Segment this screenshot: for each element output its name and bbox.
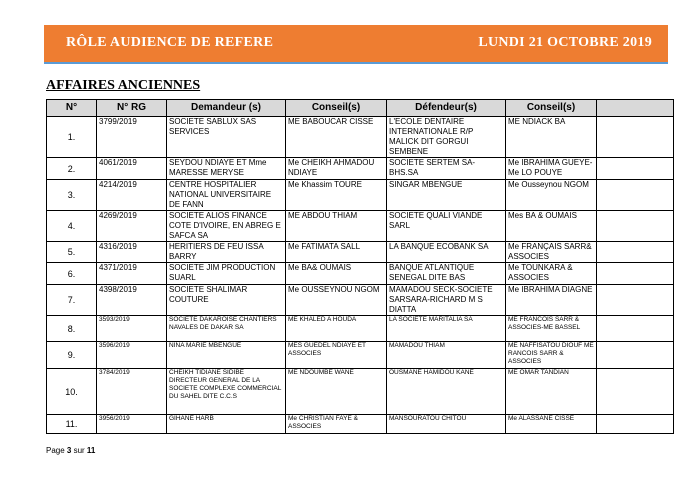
- cell-defendeur: SINGAR MBENGUE: [387, 180, 506, 211]
- cell-rg: 4214/2019: [97, 180, 167, 211]
- cell-conseil-demandeur: Me FATIMATA SALL: [286, 242, 387, 263]
- cases-table: [46, 99, 674, 434]
- header-empty: [597, 100, 674, 117]
- cell-defendeur: MANSOURATOU CHITOU: [387, 415, 506, 434]
- cell-rg: 3956/2019: [97, 415, 167, 434]
- cell-defendeur: LA BANQUE ECOBANK SA: [387, 242, 506, 263]
- cell-empty: [597, 316, 674, 342]
- cell-conseil-demandeur: Me OUSSEYNOU NGOM: [286, 285, 387, 316]
- footer-middle: sur: [71, 446, 87, 455]
- cell-defendeur: MAMADOU THIAM: [387, 342, 506, 369]
- header-banner: [44, 25, 668, 62]
- cell-conseil-demandeur: Me CHEIKH AHMADOU NDIAYE: [286, 158, 387, 180]
- cell-demandeur: CHEIKH TIDIANE SIDIBE DIRECTEUR GENERAL DE LA SOCIETE COMPLEXE COMMERCIAL DU SAHEL DITE C.C.S: [167, 369, 286, 415]
- cell-rg: 4269/2019: [97, 211, 167, 242]
- cell-number: 6.: [47, 263, 97, 285]
- cell-demandeur: SEYDOU NDIAYE ET Mme MARESSE MERYSE: [167, 158, 286, 180]
- cell-demandeur: SOCIETE JIM PRODUCTION SUARL: [167, 263, 286, 285]
- cell-number: 9.: [47, 342, 97, 369]
- header-defendeur: Défendeur(s): [387, 100, 506, 117]
- header-conseil-defendeur: Conseil(s): [506, 100, 597, 117]
- cell-empty: [597, 342, 674, 369]
- cell-number: 2.: [47, 158, 97, 180]
- cell-number: 5.: [47, 242, 97, 263]
- footer-page: 3: [66, 446, 72, 455]
- cell-conseil-defendeur: ME OMAR TANDIAN: [506, 369, 597, 415]
- cell-demandeur: SOCIETE ALIOS FINANCE COTE D'IVOIRE, EN ABREG E SAFCA SA: [167, 211, 286, 242]
- table-row: [47, 316, 674, 342]
- cell-conseil-defendeur: Me IBRAHIMA DIAGNE: [506, 285, 597, 316]
- page-footer: [46, 446, 95, 455]
- cell-empty: [597, 263, 674, 285]
- cell-conseil-defendeur: ME FRANCOIS SARR & ASSOCIES-ME BASSEL: [506, 316, 597, 342]
- cell-number: 7.: [47, 285, 97, 316]
- cell-empty: [597, 369, 674, 415]
- cell-demandeur: SOCIETE SABLUX SAS SERVICES: [167, 117, 286, 158]
- cell-conseil-defendeur: Me ALASSANE CISSE: [506, 415, 597, 434]
- cell-defendeur: L'ECOLE DENTAIRE INTERNATIONALE R/P MALICK DIT GORGUI SEMBENE: [387, 117, 506, 158]
- cell-number: 3.: [47, 180, 97, 211]
- cell-empty: [597, 415, 674, 434]
- cell-rg: 4371/2019: [97, 263, 167, 285]
- cell-conseil-demandeur: MES GUEDEL NDIAYE ET ASSOCIES: [286, 342, 387, 369]
- cell-empty: [597, 180, 674, 211]
- cell-empty: [597, 285, 674, 316]
- table-header-row: [47, 100, 674, 117]
- footer-total: 11: [86, 446, 96, 455]
- cell-conseil-demandeur: Me Khassim TOURE: [286, 180, 387, 211]
- cell-demandeur: GIHANE HARB: [167, 415, 286, 434]
- cell-demandeur: NINA MARIE MBENGUE: [167, 342, 286, 369]
- cell-rg: 3799/2019: [97, 117, 167, 158]
- cell-empty: [597, 242, 674, 263]
- header-date: LUNDI 21 OCTOBRE 2019: [478, 35, 652, 50]
- cell-defendeur: OUSMANE HAMIDOU KANE: [387, 369, 506, 415]
- cell-defendeur: SOCIETE QUALI VIANDE SARL: [387, 211, 506, 242]
- cell-number: 11.: [47, 415, 97, 434]
- header-divider: [44, 62, 668, 64]
- header-conseil-demandeur: Conseil(s): [286, 100, 387, 117]
- footer-prefix: Page: [46, 446, 67, 455]
- cell-defendeur: SOCIETE SERTEM SA-BHS.SA: [387, 158, 506, 180]
- table-row: [47, 158, 674, 180]
- table-row: [47, 285, 674, 316]
- cell-number: 10.: [47, 369, 97, 415]
- table-row: [47, 342, 674, 369]
- table-row: [47, 180, 674, 211]
- cell-rg: 3593/2019: [97, 316, 167, 342]
- cell-demandeur: SOCIETE DAKAROISE CHANTIERS NAVALES DE DAKAR SA: [167, 316, 286, 342]
- cell-defendeur: LA SOCIETE MARITALIA SA: [387, 316, 506, 342]
- cell-conseil-demandeur: ME KHALED A HOUDA: [286, 316, 387, 342]
- cell-empty: [597, 211, 674, 242]
- cell-empty: [597, 158, 674, 180]
- table-row: [47, 263, 674, 285]
- cell-conseil-demandeur: Me BA& OUMAIS: [286, 263, 387, 285]
- cell-conseil-defendeur: Me TOUNKARA & ASSOCIES: [506, 263, 597, 285]
- cell-rg: 3784/2019: [97, 369, 167, 415]
- cell-rg: 3596/2019: [97, 342, 167, 369]
- cell-rg: 4398/2019: [97, 285, 167, 316]
- cell-conseil-defendeur: Me FRANÇAIS SARR& ASSOCIES: [506, 242, 597, 263]
- cell-conseil-demandeur: ME NDOUMBE WANE: [286, 369, 387, 415]
- cell-defendeur: MAMADOU SECK-SOCIETE SARSARA-RICHARD M S DIATTA: [387, 285, 506, 316]
- table-row: [47, 242, 674, 263]
- cell-demandeur: SOCIETE SHALIMAR COUTURE: [167, 285, 286, 316]
- cell-conseil-defendeur: Me Ousseynou NGOM: [506, 180, 597, 211]
- cell-conseil-demandeur: Me CHRISTIAN FAYE & ASSOCIES: [286, 415, 387, 434]
- cell-conseil-demandeur: ME BABOUCAR CISSE: [286, 117, 387, 158]
- cell-empty: [597, 117, 674, 158]
- header-demandeur: Demandeur (s): [167, 100, 286, 117]
- table-row: [47, 117, 674, 158]
- header-title: RÔLE AUDIENCE DE REFERE: [66, 35, 274, 50]
- section-title: AFFAIRES ANCIENNES: [46, 78, 201, 93]
- header-rg: N° RG: [97, 100, 167, 117]
- cell-conseil-defendeur: Mes BA & OUMAIS: [506, 211, 597, 242]
- cell-rg: 4061/2019: [97, 158, 167, 180]
- header-number: N°: [47, 100, 97, 117]
- table-row: [47, 415, 674, 434]
- cell-rg: 4316/2019: [97, 242, 167, 263]
- cell-number: 8.: [47, 316, 97, 342]
- cell-number: 4.: [47, 211, 97, 242]
- cell-conseil-defendeur: ME NAFFISATOU DIOUF ME RANCOIS SARR & ASSOCIES: [506, 342, 597, 369]
- table-row: [47, 211, 674, 242]
- cell-defendeur: BANQUE ATLANTIQUE SENEGAL DITE BAS: [387, 263, 506, 285]
- cell-conseil-demandeur: ME ABDOU THIAM: [286, 211, 387, 242]
- cell-conseil-defendeur: Me IBRAHIMA GUEYE-Me LO POUYE: [506, 158, 597, 180]
- table-row: [47, 369, 674, 415]
- cell-demandeur: CENTRE HOSPITALIER NATIONAL UNIVERSITAIRE DE FANN: [167, 180, 286, 211]
- cell-demandeur: HERITIERS DE FEU ISSA BARRY: [167, 242, 286, 263]
- cell-conseil-defendeur: ME NDIACK BA: [506, 117, 597, 158]
- cell-number: 1.: [47, 117, 97, 158]
